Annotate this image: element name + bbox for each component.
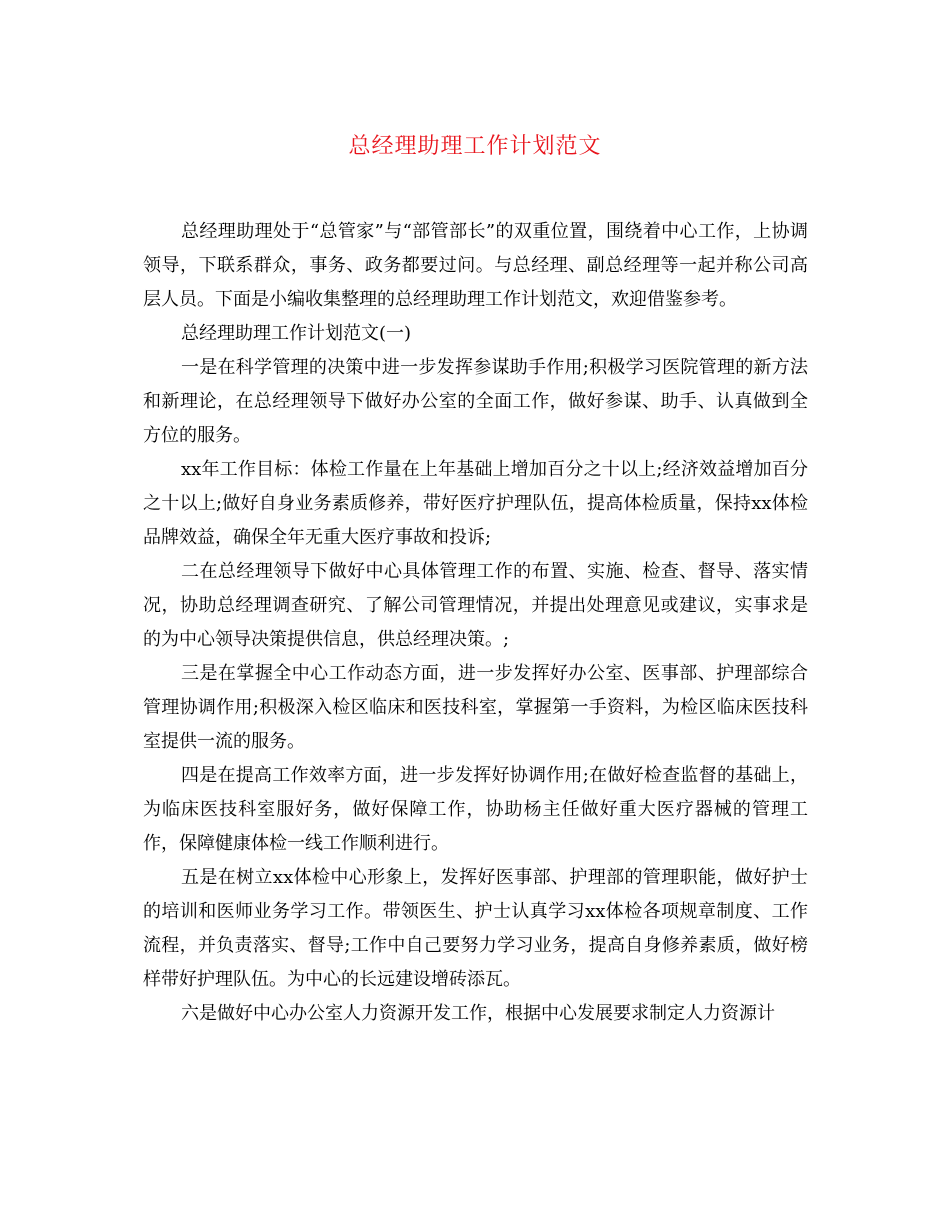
section-heading: 总经理助理工作计划范文(一) [181, 323, 412, 344]
body-paragraph: 六是做好中心办公室人力资源开发工作，根据中心发展要求制定人力资源计 [181, 1003, 775, 1024]
body-paragraph: 五是在树立xx体检中心形象上，发挥好医事部、护理部的管理职能，做好护士的培训和医师业务学习工作。带领医生、护士认真学习xx体检各项规章制度、工作流程，并负责落实、督导;工作中自己要努力学习业务，提高自身修养素质，做好榜样带好护理队伍。为中心的长远建设增砖添瓦。 [143, 867, 808, 990]
body-paragraph: 二在总经理领导下做好中心具体管理工作的布置、实施、检查、督导、落实情况，协助总经理调查研究、了解公司管理情况，并提出处理意见或建议，实事求是的为中心领导决策提供信息，供总经理决策。; [143, 561, 808, 650]
body-paragraph: 一是在科学管理的决策中进一步发挥参谋助手作用;积极学习医院管理的新方法和新理论，在总经理领导下做好办公室的全面工作，做好参谋、助手、认真做到全方位的服务。 [143, 357, 808, 446]
body-paragraph: 三是在掌握全中心工作动态方面，进一步发挥好办公室、医事部、护理部综合管理协调作用;积极深入检区临床和医技科室，掌握第一手资料，为检区临床医技科室提供一流的服务。 [143, 663, 808, 752]
body-paragraph: 四是在提高工作效率方面，进一步发挥好协调作用;在做好检查监督的基础上，为临床医技科室服好务，做好保障工作，协助杨主任做好重大医疗器械的管理工作，保障健康体检一线工作顺利进行。 [143, 765, 808, 854]
document-body [143, 215, 808, 1031]
intro-paragraph: 总经理助理处于“总管家”与“部管部长”的双重位置，围绕着中心工作，上协调领导，下联系群众，事务、政务都要过问。与总经理、副总经理等一起并称公司高层人员。下面是小编收集整理的总经理助理工作计划范文，欢迎借鉴参考。 [143, 221, 808, 310]
body-paragraph: xx年工作目标：体检工作量在上年基础上增加百分之十以上;经济效益增加百分之十以上;做好自身业务素质修养，带好医疗护理队伍，提高体检质量，保持xx体检品牌效益，确保全年无重大医疗事故和投诉; [143, 459, 808, 548]
document-title: 总经理助理工作计划范文 [348, 134, 602, 159]
